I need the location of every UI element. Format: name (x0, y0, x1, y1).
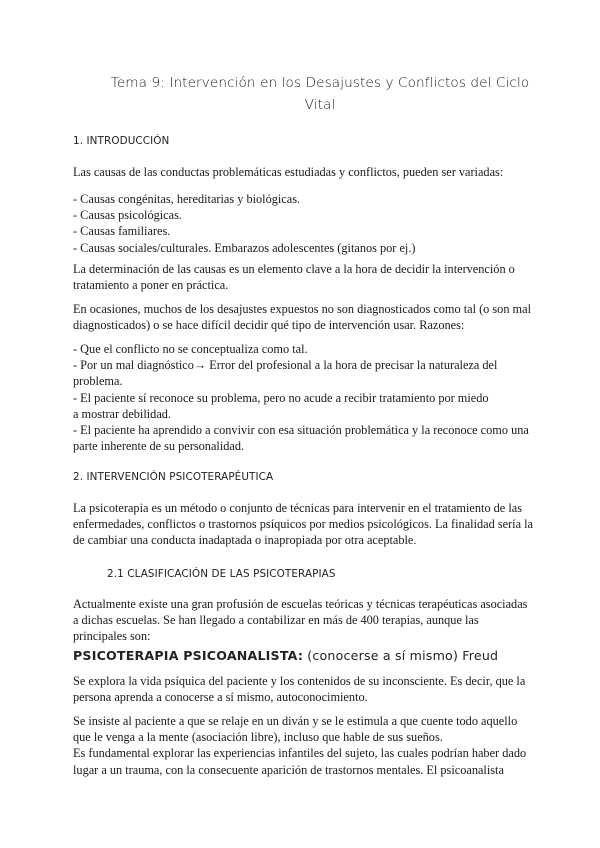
heading-psicoanalista-bold: PSICOTERAPIA PSICOANALISTA: (73, 648, 304, 663)
list-item: problema. (73, 374, 123, 389)
list-item: - El paciente ha aprendido a convivir con esa situación problemática y la reconoce como una (73, 423, 529, 438)
text-line: persona aprenda a conocerse a sí mismo, autoconocimiento. (73, 690, 368, 705)
list-item: - Causas sociales/culturales. Embarazos adolescentes (gitanos por ej.) (73, 240, 416, 255)
title-line-1: Tema 9: Intervención en los Desajustes y Conflictos del Ciclo (110, 75, 530, 91)
intro-paragraph (73, 164, 533, 180)
text-line: Actualmente existe una gran profusión de escuelas teóricas y técnicas terapéuticas asociadas (73, 597, 528, 611)
text-line: diagnosticados) o se hace difícil decidir qué tipo de intervención usar. Razones: (73, 318, 465, 333)
causes-list (73, 191, 533, 256)
text-line: de cambiar una conducta inadaptada o inapropiada por otra aceptable. (73, 533, 417, 548)
list-item: - Causas familiares. (73, 224, 171, 239)
text-line: principales son: (73, 629, 151, 644)
heading-clasificacion: 2.1 CLASIFICACIÓN DE LAS PSICOTERAPIAS (107, 568, 336, 580)
text-line: tratamiento a poner en práctica. (73, 278, 229, 293)
heading-intervencion-psicoterapeutica: 2. INTERVENCIÓN PSICOTERAPÉUTICA (73, 471, 274, 483)
list-item: parte inherente de su personalidad. (73, 439, 245, 454)
list-item: - Por un mal diagnóstico→ Error del profesional a la hora de precisar la naturaleza del (73, 358, 498, 373)
determination-paragraph (73, 261, 533, 293)
text-line: En ocasiones, muchos de los desajustes expuestos no son diagnosticados como tal (o son mal (73, 302, 531, 316)
divan-paragraph (73, 713, 533, 778)
list-item: - El paciente sí reconoce su problema, pero no acude a recibir tratamiento por miedo (73, 390, 489, 405)
text-line: enfermedades, conflictos o trastornos psíquicos por medios psicológicos. La finalidad sería la (73, 517, 533, 532)
text-line: Las causas de las conductas problemáticas estudiadas y conflictos, pueden ser variadas: (73, 165, 504, 179)
clasificacion-paragraph (73, 596, 533, 645)
reasons-list (73, 341, 533, 454)
text-line: Es fundamental explorar las experiencias infantiles del sujeto, las cuales podrían haber dado (73, 746, 527, 761)
heading-introduccion: 1. INTRODUCCIÓN (73, 135, 170, 147)
text-line: lugar a un trauma, con la consecuente aparición de trastornos mentales. El psicoanalista (73, 762, 504, 777)
text-line: Se insiste al paciente a que se relaje en un diván y se le estimula a que cuente todo aquello (73, 714, 518, 728)
heading-psicoanalista-rest: (conocerse a sí mismo) Freud (303, 648, 499, 663)
occasions-paragraph (73, 301, 533, 333)
text-line: La psicoterapia es un método o conjunto de técnicas para intervenir en el tratamiento de las (73, 501, 523, 515)
psicoanalista-paragraph (73, 673, 533, 705)
heading-psicoanalista (73, 648, 498, 663)
list-item: - Causas congénitas, hereditarias y biológicas. (73, 192, 301, 206)
list-item: - Causas psicológicas. (73, 208, 182, 223)
text-line: que le venga a la mente (asociación libre), incluso que hable de sus sueños. (73, 730, 443, 745)
text-line: a dichas escuelas. Se han llegado a contabilizar en más de 400 terapias, aunque las (73, 613, 479, 628)
list-item: - Que el conflicto no se conceptualiza como tal. (73, 342, 308, 356)
list-item: a mostrar debilidad. (73, 406, 172, 421)
text-line: La determinación de las causas es un elemento clave a la hora de decidir la intervención o (73, 262, 515, 276)
title-line-2: Vital (304, 97, 336, 113)
psicoterapia-paragraph (73, 500, 533, 549)
document-title (100, 72, 540, 116)
text-line: Se explora la vida psíquica del paciente y los contenidos de su inconsciente. Es decir, que la (73, 674, 526, 688)
